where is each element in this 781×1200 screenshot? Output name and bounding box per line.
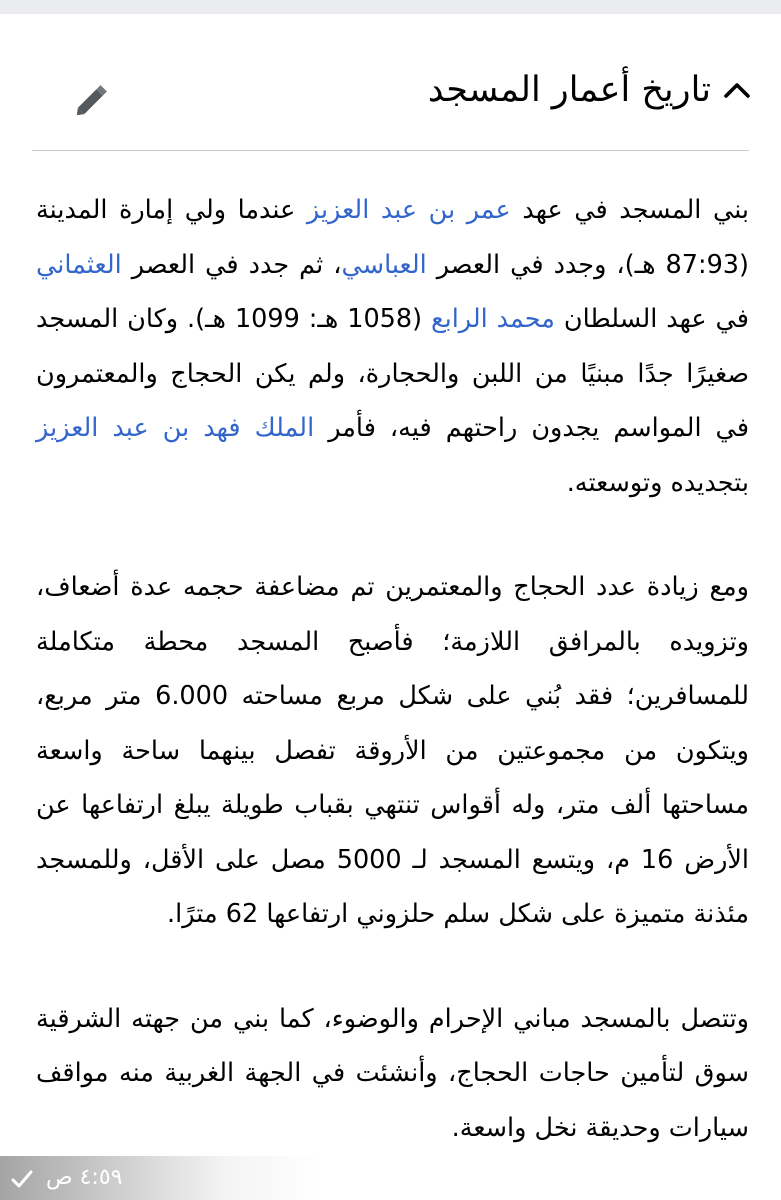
link-omar-bin-abdulaziz[interactable]: عمر بن عبد العزيز (306, 195, 511, 225)
status-bar (0, 1156, 320, 1200)
chevron-up-icon[interactable] (719, 72, 755, 108)
top-strip (0, 0, 781, 14)
paragraph-1-text: (1058 هـ: 1099 هـ). وكان المسجد صغيرًا جدًا مبنيًا من اللبن والحجارة، ولم يكن الحجاج والمعتمرون في المواسم يجدون راحتهم فيه، فأمر (36, 304, 750, 443)
section-title: تاريخ أعمار المسجد (427, 70, 711, 110)
paragraph-3: وتتصل بالمسجد مباني الإحرام والوضوء، كما بني من جهته الشرقية سوق لتأمين حاجات الحجاج، وأنشئت في الجهة الغربية منه مواقف سيارات وحديقة نخل واسعة. (36, 1003, 749, 1143)
link-mehmed-iv[interactable]: محمد الرابع (431, 304, 555, 334)
paragraph-1 (36, 183, 749, 510)
link-abbasid[interactable]: العباسي (341, 249, 427, 280)
paragraph-1-text: بتجديده وتوسعته. (566, 467, 749, 498)
paragraph-1-text: في عهد السلطان (554, 304, 749, 334)
checkmark-icon (10, 1167, 34, 1191)
status-time: ٤:٥٩ ص (46, 1165, 123, 1190)
link-ottoman[interactable]: العثماني (36, 249, 122, 280)
pencil-icon[interactable] (70, 80, 112, 122)
paragraph-1-text: بني المسجد في عهد (510, 195, 749, 225)
article-body (36, 183, 749, 1200)
link-king-fahd[interactable]: الملك فهد بن عبد العزيز (36, 413, 315, 443)
section-header[interactable] (32, 62, 749, 151)
paragraph-2: ومع زيادة عدد الحجاج والمعتمرين تم مضاعفة حجمه عدة أضعاف، وتزويده بالمرافق اللازمة؛ فأصبح المسجد محطة متكاملة للمسافرين؛ فقد بُني على شكل مربع مساحته 6.000 متر مربع، ويتكون من مجموعتين من الأروقة تفصل بينهما ساحة واسعة مساحتها ألف متر، وله أقواس تنتهي بقباب طويلة يبلغ ارتفاعها عن الأرض 16 م، ويتسع المسجد لـ 5000 مصل على الأقل، وللمسجد مئذنة متميزة على شكل سلم حلزوني ارتفاعها 62 مترًا. (36, 572, 750, 929)
paragraph-1-text: عندما ولي إمارة المدينة (87:93 هـ)، وجدد في العصر (36, 195, 749, 280)
paragraph-1-text: ، ثم جدد في العصر (121, 249, 342, 280)
